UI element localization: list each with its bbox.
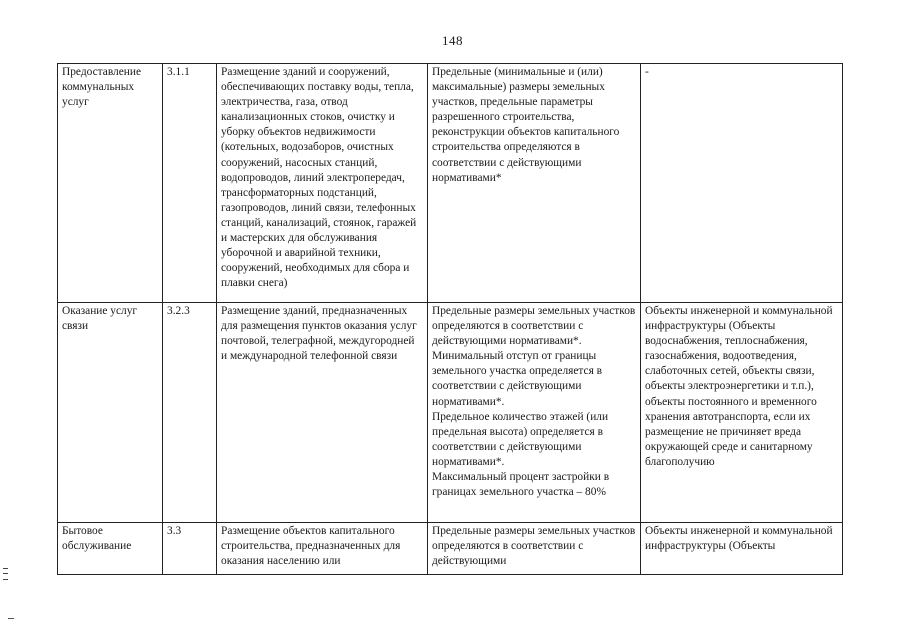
use-type-name: Оказание услуг связи	[62, 305, 138, 333]
use-code: 3.2.3	[167, 305, 190, 317]
use-code-cell	[163, 303, 217, 523]
use-description: Размещение объектов капитального строительства, предназначенных для оказания населению или	[221, 525, 401, 568]
conditions-text: Объекты инженерной и коммунальной инфраструктуры (Объекты	[645, 525, 833, 553]
parameters-text: Предельные размеры земельных участков определяются в соответствии с действующими	[432, 525, 636, 568]
use-type-name-cell	[58, 523, 163, 575]
land-use-table	[57, 63, 843, 575]
conditions-cell	[641, 303, 843, 523]
use-code-cell	[163, 64, 217, 303]
use-type-name-cell	[58, 303, 163, 523]
page-number: 148	[442, 33, 463, 48]
use-type-name: Бытовое обслуживание	[62, 525, 132, 553]
margin-dash	[8, 618, 14, 619]
table-row	[58, 303, 843, 523]
use-code-cell	[163, 523, 217, 575]
use-type-name: Предоставление коммунальных услуг	[62, 66, 142, 109]
use-description-cell	[217, 64, 428, 303]
use-description-cell	[217, 523, 428, 575]
use-code: 3.3	[167, 525, 182, 537]
conditions-text: -	[645, 66, 649, 78]
conditions-text: Объекты инженерной и коммунальной инфраструктуры (Объекты водоснабжения, теплоснабжения, газоснабжения, водоотведения, слаботочных сетей, объекты связи, объекты электроэнергетики и т.п.), объекты постоянного и временного хранения автотранспорта, если их размещение не причиняет вреда окружающей среде и санитарному благополучию	[645, 305, 833, 468]
use-code: 3.1.1	[167, 66, 190, 78]
table-row	[58, 523, 843, 575]
use-description: Размещение зданий и сооружений, обеспечивающих поставку воды, тепла, электричества, газа, отвод канализационных стоков, очистку и уборку объектов недвижимости (котельных, водозаборов, очистных сооружений, насосных станций, водопроводов, линий электропередач, трансформаторных подстанций, газопроводов, линий связи, телефонных станций, канализаций, стоянок, гаражей и мастерских для обслуживания уборочной и аварийной техники, сооружений, необходимых для сбора и плавки снега)	[221, 66, 417, 290]
use-description: Размещение зданий, предназначенных для размещения пунктов оказания услуг почтовой, телеграфной, междугородней и международной телефонной связи	[221, 305, 417, 363]
parameters-text: Предельные размеры земельных участков определяются в соответствии с действующими нормативами*. Минимальный отступ от границы земельного участка определяется в соответствии с действующими нормативами*. Предельное количество этажей (или предельная высота) определяется в соответствии с действующими нормативами*. Максимальный процент застройки в границах земельного участка – 80%	[432, 305, 636, 499]
use-type-name-cell	[58, 64, 163, 303]
use-description-cell	[217, 303, 428, 523]
parameters-cell	[428, 303, 641, 523]
parameters-cell	[428, 64, 641, 303]
parameters-cell	[428, 523, 641, 575]
binding-mark	[3, 568, 8, 580]
parameters-text: Предельные (минимальные и (или) максимальные) размеры земельных участков, предельные параметры разрешенного строительства, реконструкции объектов капитального строительства определяются в соответствии с действующими нормативами*	[432, 66, 620, 184]
conditions-cell	[641, 64, 843, 303]
conditions-cell	[641, 523, 843, 575]
table-row	[58, 64, 843, 303]
